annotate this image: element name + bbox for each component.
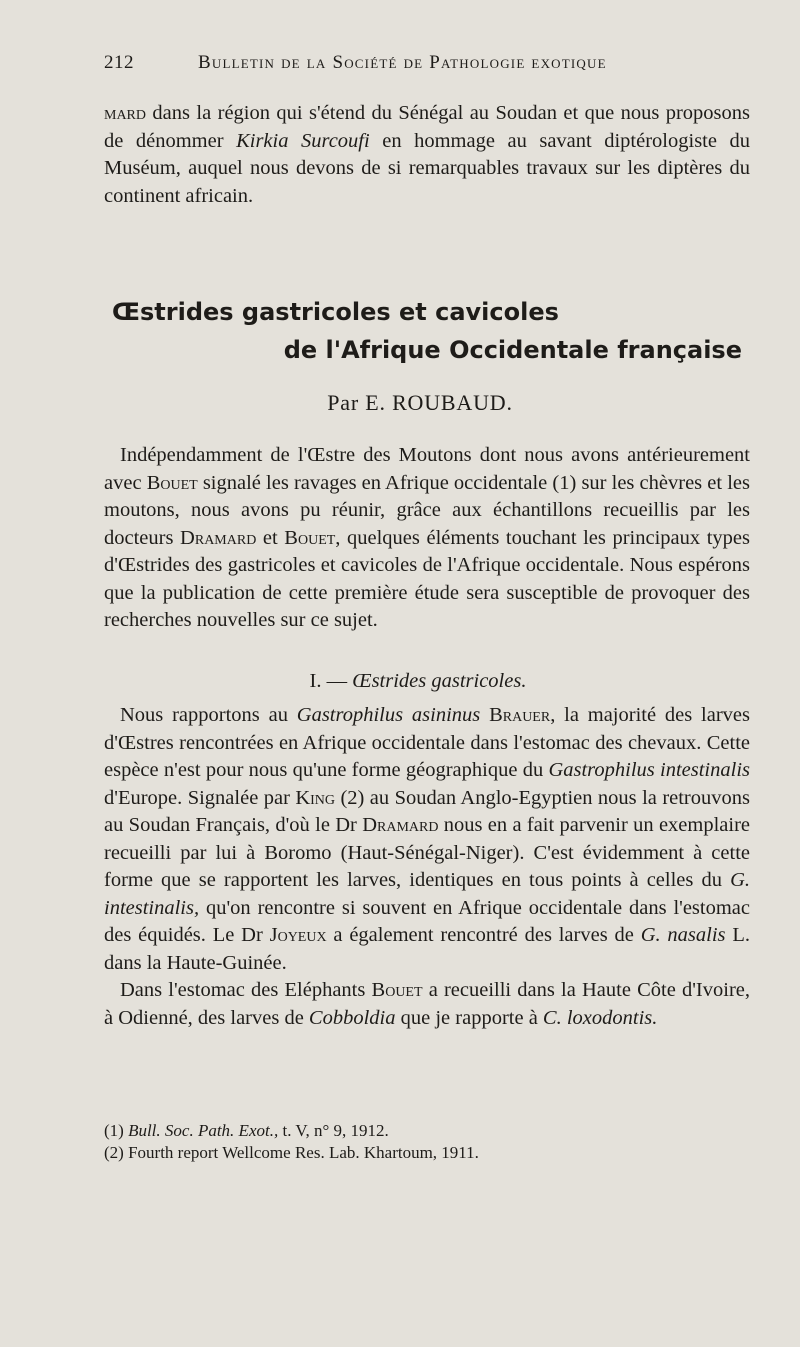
paragraph-text: , quelques éléments touchant les principaux types d'Œstrides des gastricoles et cavicoles de l'Afrique occidentale. Nous espérons que la publication de cette première étude sera susceptible de provoquer des recherches nouvelles sur ce sujet. [104,526,751,631]
paragraph [104,702,750,977]
continued-paragraph [104,100,750,210]
paragraph-text: (2) au Soudan Anglo-Egyptien nous la retrouvons au Soudan Français, d'où le Dr [104,786,750,836]
article-title-line-1: Œstrides gastricoles et cavicoles [112,298,559,326]
section-title: Œstrides gastricoles. [352,670,527,692]
species-name: Cobboldia [308,1006,396,1029]
section-number: I. — [309,670,353,692]
body-text [104,702,750,1032]
author-name: Bouet [146,471,198,494]
page-number: 212 [104,52,134,73]
footnote-marker: (1) [104,1121,129,1140]
paragraph-text: a recueilli dans la Haute Côte d'Ivoire, à Odienné, des larves de [104,979,751,1029]
author-name: King [295,786,336,809]
footnote-source: Bull. Soc. Path. Exot., [128,1121,279,1140]
footnote-text: Fourth report Wellcome Res. Lab. Khartoum, 1911. [128,1143,479,1162]
author-name: Joyeux [269,924,327,946]
paragraph-text: , la majorité des larves d'Œstres rencontrées en Afrique occidentale dans l'estomac des chevaux. Cette espèce n'est pour nous qu'une forme géographique du [104,704,750,781]
paragraph-text: Nous rapportons au [120,704,297,726]
author-name: Dramard [362,814,439,836]
author-name: Brauer [489,704,551,726]
footnote-text: t. V, n° 9, 1912. [278,1121,389,1140]
author-name: mard [104,102,147,124]
paragraph-text: et [256,526,285,549]
species-name: C. loxodontis. [542,1006,658,1029]
paragraph-text: d'Europe. Signalée par [104,786,296,809]
species-name: Gastrophilus asininus [296,704,481,726]
section-heading [0,670,800,693]
paragraph-text [480,704,489,726]
footnote-1 [104,1120,664,1142]
author-name: Bouet [371,979,423,1001]
footnote-2 [104,1142,664,1164]
species-name: Kirkia Surcoufi [236,129,370,152]
paragraph-text: dans la région qui s'étend du Sénégal au Soudan et que nous proposons de dénommer [104,102,750,152]
paragraph-text: L. dans la Haute-Guinée. [104,924,751,974]
paragraph-text: en hommage au savant diptérologiste du Muséum, auquel nous devons de si remarquables travaux sur les diptères du continent africain. [104,129,750,207]
paragraph-text: qu'on rencontre si souvent en Afrique occidentale dans l'estomac des équidés. Le Dr [104,896,750,946]
article-author: Par E. ROUBAUD. [327,390,513,415]
paragraph-text: signalé les ravages en Afrique occidentale (1) sur les chèvres et les moutons, nous avons pu réunir, grâce aux échantillons recueillis par les docteurs [104,471,750,549]
species-name: G. nasalis [640,924,726,946]
author-name: Bouet [284,526,336,549]
intro-paragraph [104,442,750,635]
paragraph-text: Dans l'estomac des Eléphants [120,979,372,1001]
paragraph-text: nous en a fait parvenir un exemplaire recueilli par lui à Boromo (Haut-Sénégal-Niger). C'est évidemment à cette forme que se rapportent les larves, identiques en tous points à celles du [104,814,750,891]
paragraph-text: a également rencontré des larves de [326,924,641,946]
species-name: G. intestinalis, [104,869,750,919]
paragraph-text: que je rapporte à [395,1006,543,1029]
article-title-line-2: de l'Afrique Occidentale française [283,336,742,364]
paragraph-text: Indépendamment de l'Œstre des Moutons dont nous avons antérieurement avec [104,444,750,494]
footnotes [104,1120,664,1164]
running-title: Bulletin de la Société de Pathologie exotique [198,52,607,73]
author-name: Dramard [180,526,257,549]
footnote-marker: (2) [104,1143,129,1162]
paragraph [104,977,750,1032]
species-name: Gastrophilus intestinalis [548,759,750,781]
